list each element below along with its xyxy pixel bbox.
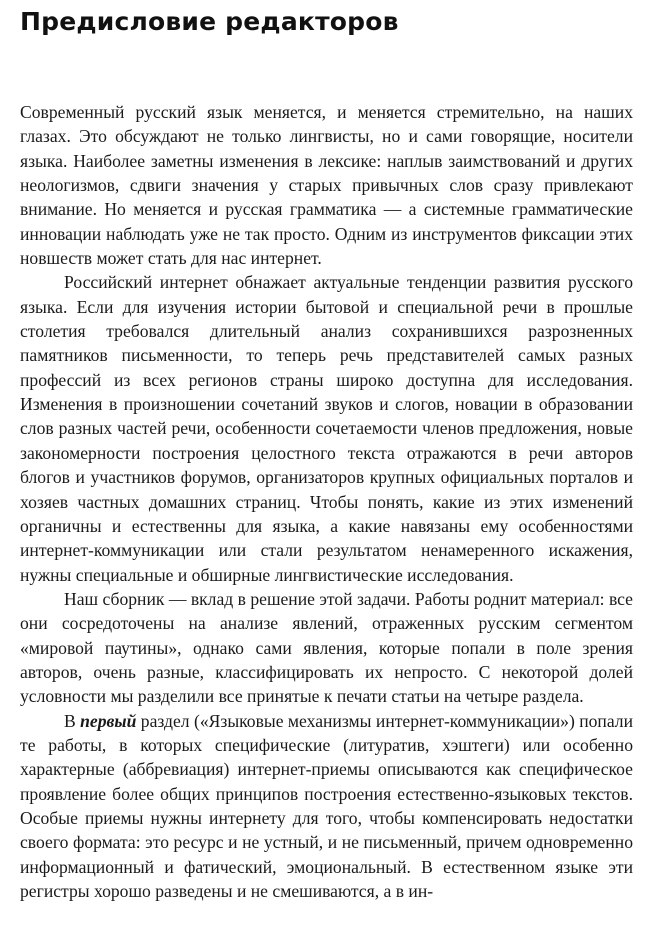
paragraph-4-emphasis: первый xyxy=(80,710,137,731)
paragraph-1: Современный русский язык меняется, и меняется стремительно, на наших глазах. Это обсуждают не только лингвисты, но и сами говорящие, носители языка. Наиболее заметны изменения в лексике: наплыв заимствований и других неологизмов, сдвиги значения у старых привычных слов сразу привлекают внимание. Но меняется и русская грамматика — а системные грамматические инновации наблюдать уже не так просто. Одним из инструментов фиксации этих новшеств может стать для нас интернет. xyxy=(20,102,633,269)
paragraph-2: Российский интернет обнажает актуальные тенденции развития русского языка. Если для изучения истории бытовой и специальной речи в прошлые столетия требовался длительный анализ сохранившихся разрозненных памятников письменности, то теперь речь представителей самых разных профессий из всех регионов страны широко доступна для исследования. Изменения в произношении сочетаний звуков и слогов, новации в образовании слов разных частей речи, особенности сочетаемости членов предложения, новые закономерности построения целостного текста отражаются в речи авторов блогов и участников форумов, организаторов крупных официальных порталов и хозяев частных домашних страниц. Чтобы понять, какие из этих изменений органичны и естественны для языка, а какие навязаны ему особенностями интернет-коммуникации или стали результатом ненамеренного искажения, нужны специальные и обширные лингвистические исследования. xyxy=(20,272,633,585)
paragraph-3: Наш сборник — вклад в решение этой задачи. Работы роднит материал: все они сосредоточены на анализе явлений, отраженных русским сегментом «мировой паутины», однако сами явления, которые попали в поле зрения авторов, очень разные, классифицировать их непросто. С некоторой долей условности мы разделили все принятые к печати статьи на четыре раздела. xyxy=(20,588,633,707)
paragraph-4-lead: В xyxy=(64,710,81,731)
body-text xyxy=(20,100,633,903)
paragraph-4 xyxy=(20,709,633,904)
page-title: Предисловие редакторов xyxy=(20,7,399,36)
paragraph-4-text: раздел («Языковые механизмы интернет-коммуникации») попали те работы, в которых специфические (литуратив, хэштеги) или особенно характерные (аббревиация) интернет-приемы описываются как специфическое проявление более общих принципов построения естественно-языковых текстов. Особые приемы нужны интернету для того, чтобы компенсировать недостатки своего формата: это ресурс и не устный, и не письменный, причем одновременно информационный и фатический, эмоциональный. В естественном языке эти регистры хорошо разведены и не смешиваются, а в ин- xyxy=(20,710,633,901)
